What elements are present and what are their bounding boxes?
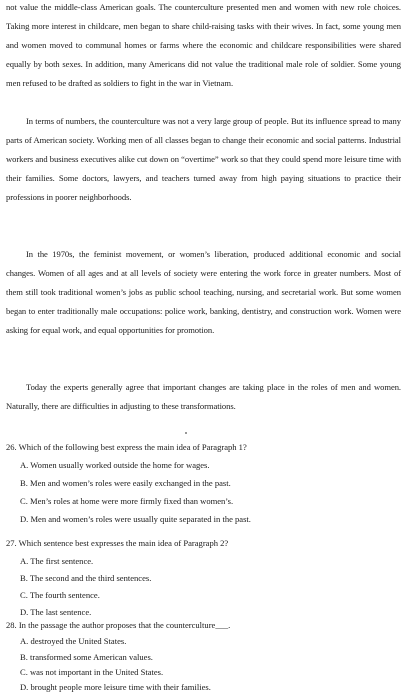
answer-option: C. Men’s roles at home were more firmly fixed than women’s. [20,496,234,506]
answer-option: A. destroyed the United States. [20,636,127,646]
answer-option: C. was not important in the United States. [20,667,164,677]
answer-option: C. The fourth sentence. [20,590,100,600]
answer-option: D. brought people more leisure time with their families. [20,682,211,692]
answer-option: A. Women usually worked outside the home for wages. [20,460,210,470]
answer-option: D. Men and women’s roles were usually quite separated in the past. [20,514,251,524]
passage-paragraph-counterculture-numbers: In terms of numbers, the counterculture was not a very large group of people. But its influence spread to many parts of American society. Working men of all classes began to change their economic and social patterns. Industrial workers and business executives alike cut down on “overtime” work so that they could spend more leisure time with their families. Some doctors, lawyers, and teachers turned away from high paying situations to practice their professions in poorer neighborhoods. [6,116,401,202]
answer-option: B. The second and the third sentences. [20,573,152,583]
answer-option: B. Men and women’s roles were easily exchanged in the past. [20,478,231,488]
question-stem: 26. Which of the following best express the main idea of Paragraph 1? [6,442,247,452]
passage-paragraph-conclusion: Today the experts generally agree that important changes are taking place in the roles of men and women. Naturally, there are difficulties in adjusting to these transformations. [6,382,401,411]
answer-option: B. transformed some American values. [20,652,153,662]
answer-option: D. The last sentence. [20,607,92,617]
question-stem: 28. In the passage the author proposes that the counterculture___. [6,620,231,630]
question-stem: 27. Which sentence best expresses the main idea of Paragraph 2? [6,538,229,548]
passage-paragraph-feminist-movement: In the 1970s, the feminist movement, or women’s liberation, produced additional economic and social changes. Women of all ages and at all levels of society were entering the work force in greater numbers. Most of them still took traditional women’s jobs as public school teaching, nursing, and secretarial work. But some women began to enter traditionally male occupations: police work, banking, dentistry, and construction work. Women were asking for equal work, and equal opportunities for promotion. [6,249,401,335]
answer-option: A. The first sentence. [20,556,94,566]
passage-paragraph-continued: not value the middle-class American goals. The counterculture presented men and women with new role choices. Taking more interest in childcare, men began to share child-raising tasks with their wives. In fact, some young men and women moved to communal homes or farms where the economic and childcare responsibilities were shared equally by both sexes. In addition, many Americans did not value the traditional male role of soldier. Some young men refused to be drafted as soldiers to fight in the war in Vietnam. [6,2,401,88]
stray-mark [185,432,187,434]
